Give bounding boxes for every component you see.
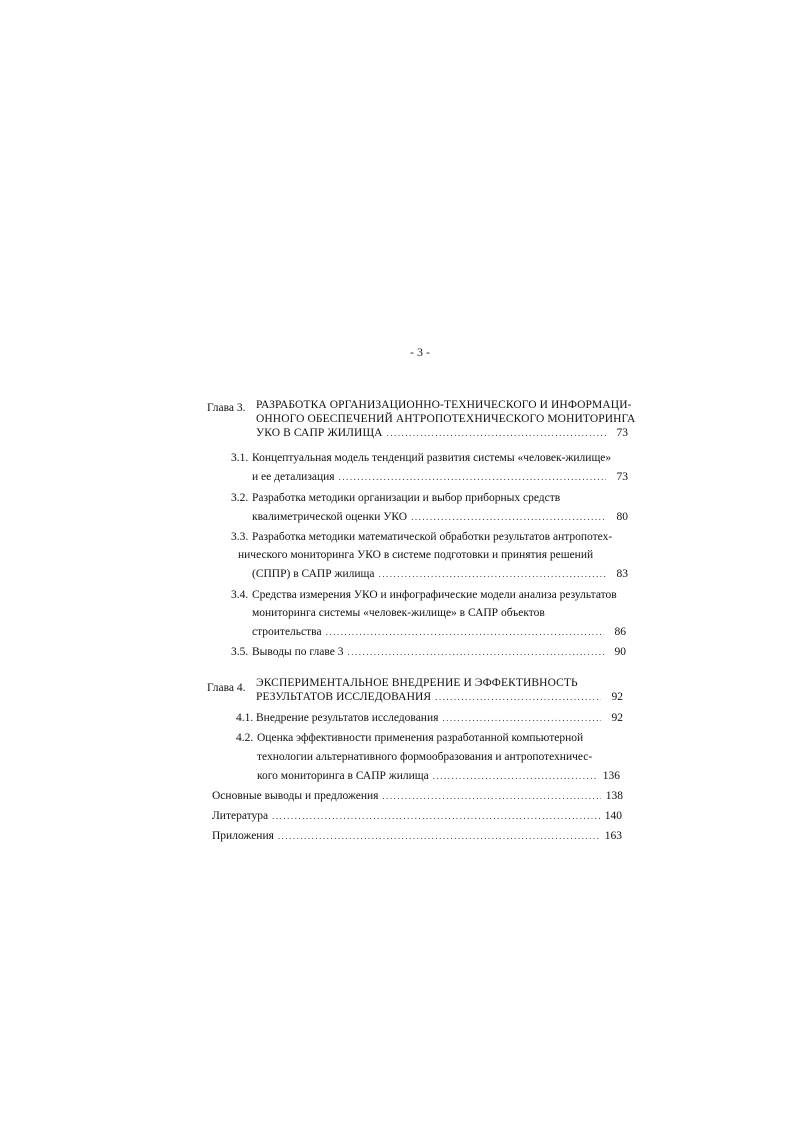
section-3-4-entry <box>252 625 626 639</box>
literature-text: Литература <box>212 810 269 822</box>
literature-page: 140 <box>604 810 622 822</box>
leader-dots <box>278 829 600 843</box>
leader-dots <box>411 510 606 524</box>
section-4-1-line1: Внедрение результатов исследования <box>256 712 439 724</box>
section-3-3-line2: нического мониторинга УКО в системе подготовки и принятия решений <box>238 549 594 561</box>
section-4-2-line3: кого мониторинга в САПР жилища <box>257 770 429 782</box>
leader-dots <box>442 711 601 725</box>
leader-dots <box>347 645 604 659</box>
leader-dots <box>326 625 604 639</box>
section-3-4-line2: мониторинга системы «человек-жилище» в САПР объектов <box>252 607 545 619</box>
section-3-2-entry <box>252 510 628 524</box>
section-4-1-entry <box>256 711 623 725</box>
toc-entry-conclusions <box>212 789 623 803</box>
section-3-4-number: 3.4. <box>231 589 249 601</box>
section-3-3-number: 3.3. <box>231 531 249 543</box>
chapter3-title-line2: ОННОГО ОБЕСПЕЧЕНИЙ АНТРОПОТЕХНИЧЕСКОГО МОНИТОРИНГА <box>256 413 636 425</box>
section-3-2-page: 80 <box>616 511 628 523</box>
section-3-1-line2: и ее детализация <box>252 471 335 483</box>
section-3-3-line1: Разработка методики математической обработки результатов антропотех- <box>252 531 613 543</box>
leader-dots <box>435 690 601 704</box>
chapter4-title-entry <box>256 690 623 704</box>
appendices-text: Приложения <box>212 830 274 842</box>
section-3-3-page: 83 <box>616 568 628 580</box>
chapter3-title-line3: УКО В САПР ЖИЛИЩА <box>256 427 383 439</box>
chapter4-title-line1: ЭКСПЕРИМЕНТАЛЬНОЕ ВНЕДРЕНИЕ И ЭФФЕКТИВНОСТЬ <box>256 677 578 689</box>
toc-entry-appendices <box>212 829 622 843</box>
section-3-4-line1: Средства измерения УКО и инфографические модели анализа результатов <box>252 589 617 601</box>
chapter4-label: Глава 4. <box>207 682 246 694</box>
chapter4-title-line2: РЕЗУЛЬТАТОВ ИССЛЕДОВАНИЯ <box>256 691 432 703</box>
page-number: - 3 - <box>410 345 430 359</box>
section-3-5-page: 90 <box>614 646 626 658</box>
section-3-5-entry <box>252 645 626 659</box>
chapter3-page: 73 <box>616 427 628 439</box>
conclusions-text: Основные выводы и предложения <box>212 790 379 802</box>
section-3-1-entry <box>252 470 628 484</box>
appendices-page: 163 <box>604 830 622 842</box>
leader-dots <box>378 567 606 581</box>
section-3-4-page: 86 <box>614 626 626 638</box>
leader-dots <box>339 470 606 484</box>
section-3-2-line2: квалиметрической оценки УКО <box>252 511 408 523</box>
chapter3-title-entry <box>256 426 628 440</box>
section-3-2-line1: Разработка методики организации и выбор приборных средств <box>252 492 561 504</box>
conclusions-page: 138 <box>605 790 623 802</box>
section-4-1-page: 92 <box>611 712 623 724</box>
chapter4-page: 92 <box>611 691 623 703</box>
section-4-2-line2: технологии альтернативного формообразования и антропотехничес- <box>257 751 593 763</box>
chapter3-label: Глава 3. <box>207 402 246 414</box>
chapter3-title-line1: РАЗРАБОТКА ОРГАНИЗАЦИОННО-ТЕХНИЧЕСКОГО И ИНФОРМАЦИ- <box>256 399 632 411</box>
section-3-3-entry <box>252 567 628 581</box>
section-3-5-number: 3.5. <box>231 646 249 658</box>
section-4-1-number: 4.1. <box>236 712 254 724</box>
section-3-1-number: 3.1. <box>231 452 249 464</box>
section-4-2-entry <box>257 769 620 783</box>
section-4-2-number: 4.2. <box>236 732 254 744</box>
leader-dots <box>382 789 601 803</box>
section-3-2-number: 3.2. <box>231 492 249 504</box>
section-3-1-line1: Концептуальная модель тенденций развития системы «человек-жилище» <box>252 452 612 464</box>
section-3-5-line1: Выводы по главе 3 <box>252 646 344 658</box>
toc-entry-literature <box>212 809 622 823</box>
leader-dots <box>272 809 600 823</box>
leader-dots <box>387 426 606 440</box>
section-3-4-line3: строительства <box>252 626 322 638</box>
section-4-2-page: 136 <box>602 770 620 782</box>
section-4-2-line1: Оценка эффективности применения разработанной компьютерной <box>257 732 584 744</box>
section-3-1-page: 73 <box>616 471 628 483</box>
leader-dots <box>433 769 598 783</box>
section-3-3-line3: (СППР) в САПР жилища <box>252 568 375 580</box>
